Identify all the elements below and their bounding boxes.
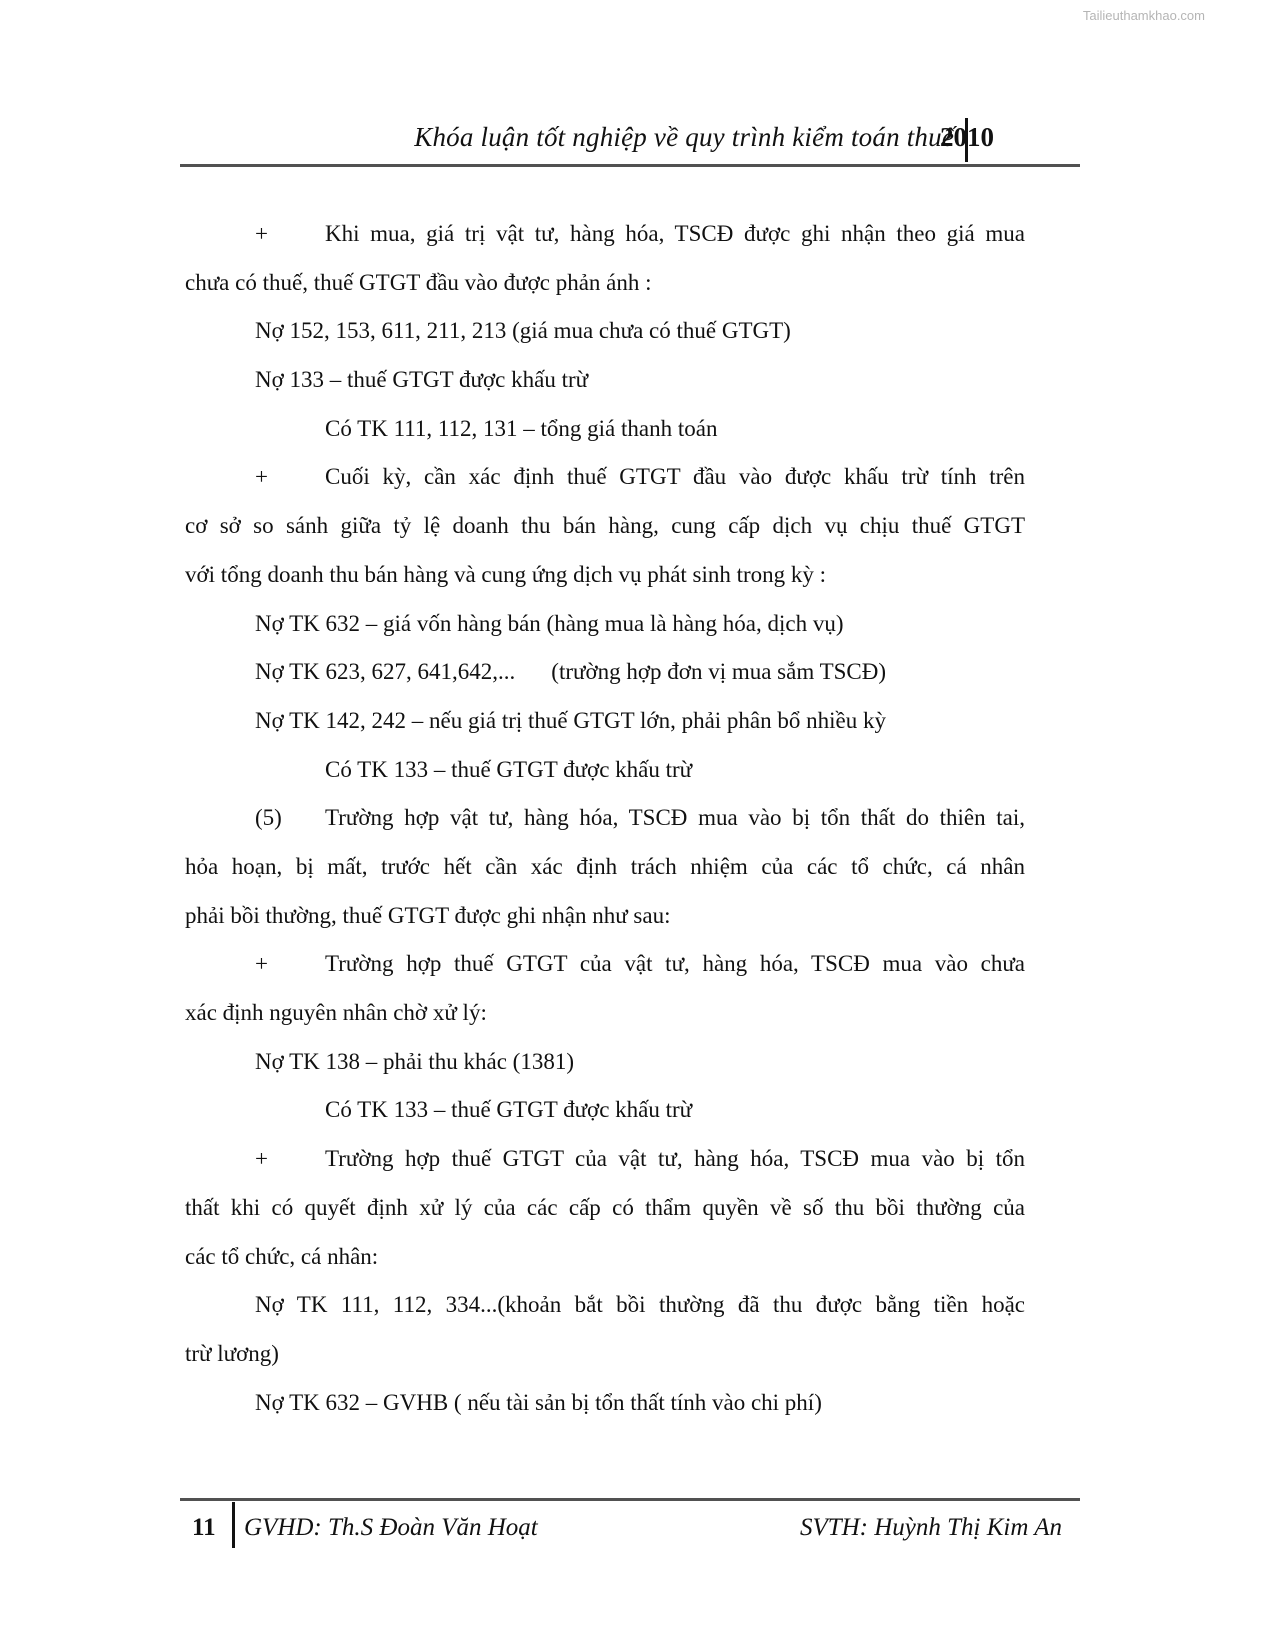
bullet-marker: + [255, 951, 268, 977]
text-line: Khi mua, giá trị vật tư, hàng hóa, TSCĐ được ghi nhận theo giá mua [325, 221, 1025, 246]
journal-entry: Nợ TK 142, 242 – nếu giá trị thuế GTGT lớn, phải phân bổ nhiều kỳ [255, 707, 886, 733]
journal-entry: Nợ 152, 153, 611, 211, 213 (giá mua chưa có thuế GTGT) [255, 318, 791, 344]
text-line: với tổng doanh thu bán hàng và cung ứng dịch vụ phát sinh trong kỳ : [185, 561, 827, 587]
text-line: hỏa hoạn, bị mất, trước hết cần xác định trách nhiệm của các tổ chức, cá nhân [185, 853, 1025, 879]
text-line: cơ sở so sánh giữa tỷ lệ doanh thu bán hàng, cung cấp dịch vụ chịu thuế GTGT [185, 513, 1025, 539]
page-footer [180, 1502, 1080, 1546]
paragraph-line [185, 210, 1025, 259]
header-year: 2010 [940, 122, 994, 152]
text-line: Trường hợp thuế GTGT của vật tư, hàng hóa, TSCĐ mua vào chưa [325, 951, 1025, 977]
page-header [180, 118, 1080, 162]
paragraph-line [185, 794, 1025, 843]
text-line: thất khi có quyết định xử lý của các cấp có thẩm quyền về số thu bồi thường của [185, 1194, 1025, 1220]
journal-entry: Nợ 133 – thuế GTGT được khấu trừ [255, 367, 589, 393]
text-line: Nợ TK 111, 112, 334...(khoản bắt bồi thường đã thu được bằng tiền hoặc [255, 1292, 1025, 1318]
text-line: Cuối kỳ, cần xác định thuế GTGT đầu vào được khấu trừ tính trên [325, 464, 1025, 490]
paragraph-line [185, 453, 1025, 502]
bullet-marker: + [255, 221, 268, 246]
text-line: phải bồi thường, thuế GTGT được ghi nhận như sau: [185, 902, 671, 928]
student-credit: SVTH: Huỳnh Thị Kim An [799, 1514, 1062, 1541]
journal-entry: Nợ TK 138 – phải thu khác (1381) [255, 1048, 574, 1074]
header-rule [180, 164, 1080, 167]
section-marker: (5) [255, 805, 282, 831]
supervisor-credit: GVHD: Th.S Đoàn Văn Hoạt [244, 1514, 538, 1541]
bullet-marker: + [255, 1146, 268, 1172]
journal-entry: Có TK 133 – thuế GTGT được khấu trừ [325, 1097, 693, 1123]
text-line: trừ lương) [185, 1340, 279, 1366]
journal-entry: Nợ TK 632 – giá vốn hàng bán (hàng mua là hàng hóa, dịch vụ) [255, 610, 844, 636]
page-number: 11 [192, 1514, 216, 1541]
journal-entry [185, 648, 1025, 697]
journal-entry [185, 1281, 1025, 1330]
journal-entry-accounts: Nợ TK 623, 627, 641,642,... [255, 659, 516, 685]
watermark: Tailieuthamkhao.com [1082, 8, 1205, 23]
text-line: chưa có thuế, thuế GTGT đầu vào được phản ánh : [185, 269, 652, 295]
journal-entry: Có TK 111, 112, 131 – tổng giá thanh toán [325, 415, 718, 441]
text-line: xác định nguyên nhân chờ xử lý: [185, 1000, 487, 1026]
bullet-marker: + [255, 464, 268, 490]
header-title: Khóa luận tốt nghiệp về quy trình kiểm toán thuế [414, 122, 954, 152]
journal-entry-note: (trường hợp đơn vị mua sắm TSCĐ) [551, 659, 887, 685]
text-line: các tổ chức, cá nhân: [185, 1243, 379, 1269]
footer-divider [232, 1502, 235, 1548]
document-body [185, 210, 1025, 1427]
journal-entry: Nợ TK 632 – GVHB ( nếu tài sản bị tổn thất tính vào chi phí) [255, 1389, 822, 1415]
text-line: Trường hợp thuế GTGT của vật tư, hàng hóa, TSCĐ mua vào bị tổn [325, 1146, 1025, 1172]
paragraph-line [185, 1135, 1025, 1184]
footer-rule [180, 1498, 1080, 1501]
text-line: Trường hợp vật tư, hàng hóa, TSCĐ mua vào bị tổn thất do thiên tai, [325, 805, 1025, 831]
journal-entry: Có TK 133 – thuế GTGT được khấu trừ [325, 756, 693, 782]
paragraph-line [185, 940, 1025, 989]
